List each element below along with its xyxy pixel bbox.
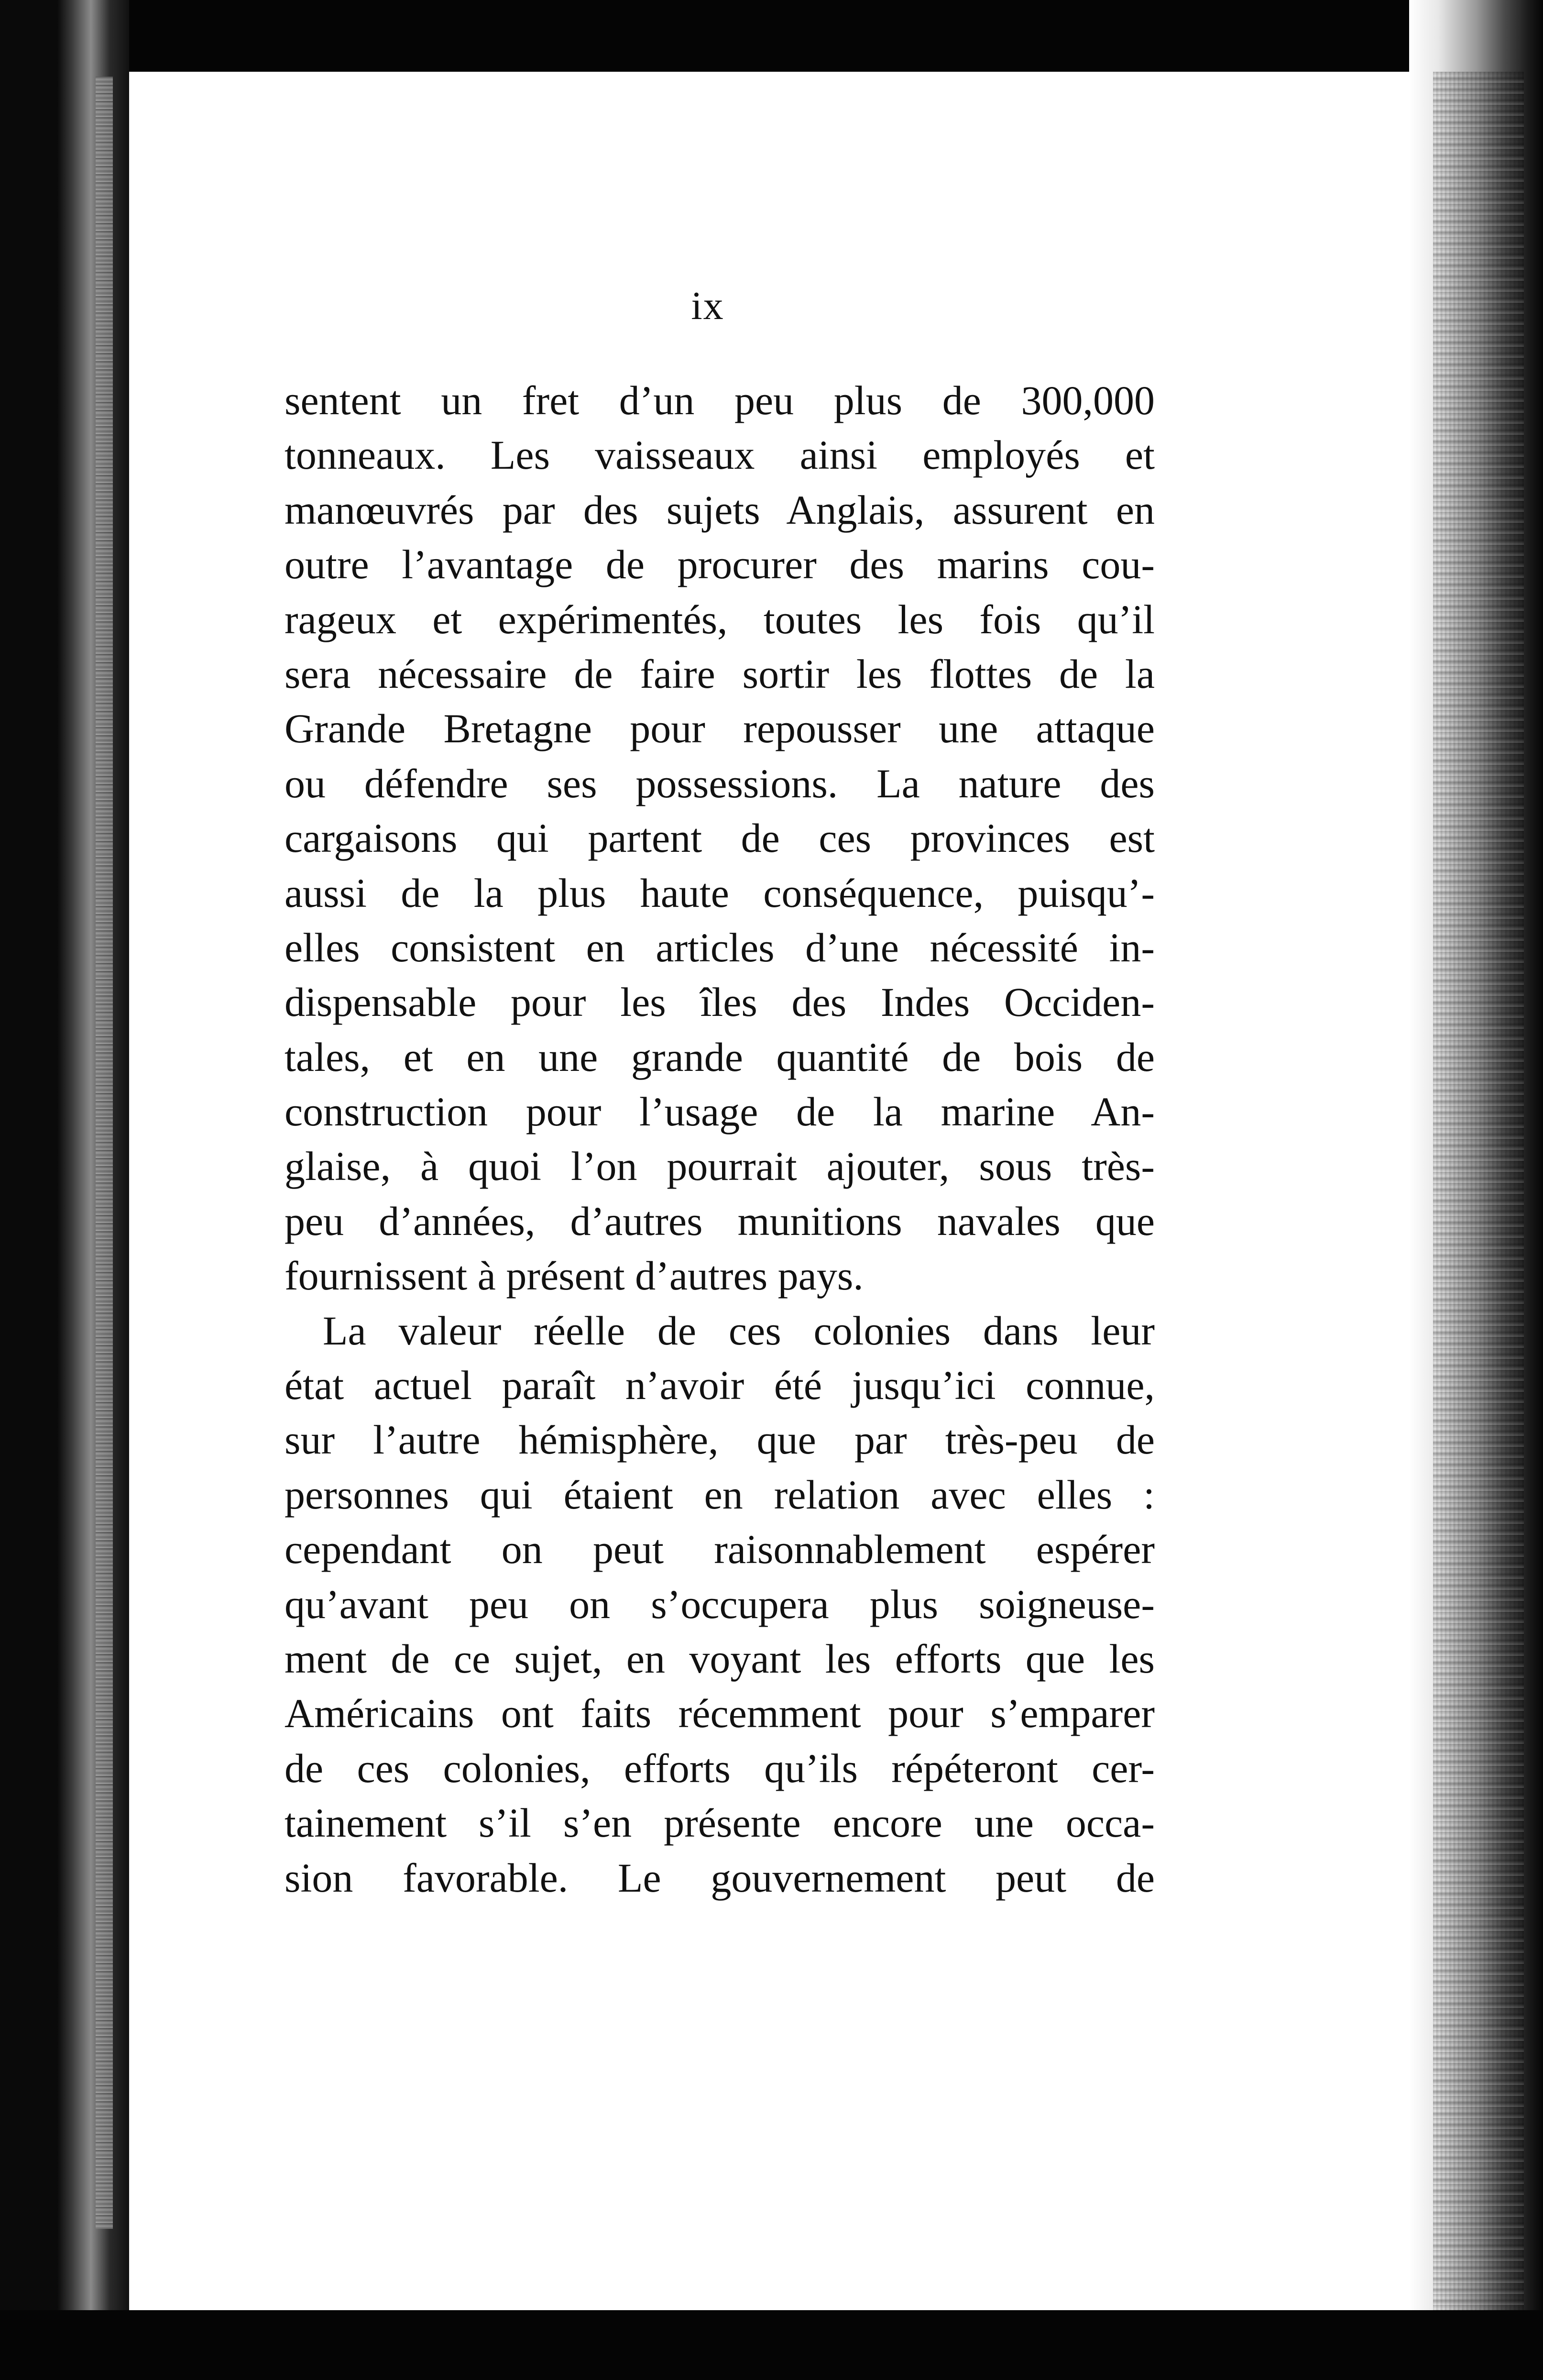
text-line: outre l’avantage de procurer des marins cou- [285,541,1155,588]
page-number: ix [691,284,724,328]
text-line: sentent un fret d’un peu plus de 300,000 [285,377,1155,423]
text-line: glaise, à quoi l’on pourrait ajouter, sous très- [285,1143,1155,1190]
scan-border-top [0,0,1543,72]
text-line: état actuel paraît n’avoir été jusqu’ici connue, [285,1362,1155,1409]
text-line: Grande Bretagne pour repousser une attaque [285,705,1155,752]
text-line: qu’avant peu on s’occupera plus soigneuse- [285,1581,1155,1627]
text-line: Américains ont faits récemment pour s’emparer [285,1690,1155,1737]
spine-texture [96,77,113,2229]
text-line: La valeur réelle de ces colonies dans leur [323,1307,1155,1354]
text-line: tales, et en une grande quantité de bois de [285,1034,1155,1080]
text-line: de ces colonies, efforts qu’ils répéteront cer- [285,1745,1155,1791]
text-line: cependant on peut raisonnablement espérer [285,1526,1155,1573]
text-line: manœuvrés par des sujets Anglais, assurent en [285,486,1155,533]
body-text [285,373,1155,1905]
text-line: dispensable pour les îles des Indes Occiden- [285,979,1155,1025]
text-line: cargaisons qui partent de ces provinces est [285,815,1155,861]
text-line: rageux et expérimentés, toutes les fois qu’il [285,596,1155,642]
text-line: sur l’autre hémisphère, que par très-peu de [285,1417,1155,1463]
text-line: elles consistent en articles d’une nécessité in- [285,924,1155,970]
text-line: tonneaux. Les vaisseaux ainsi employés et [285,432,1155,478]
text-line: fournissent à présent d’autres pays. [285,1253,864,1299]
text-line: peu d’années, d’autres munitions navales que [285,1198,1155,1244]
text-line: tainement s’il s’en présente encore une occa- [285,1800,1155,1846]
text-line: sera nécessaire de faire sortir les flottes de la [285,650,1155,697]
text-line: aussi de la plus haute conséquence, puisqu’- [285,870,1155,916]
text-line: ou défendre ses possessions. La nature des [285,760,1155,806]
text-line: ment de ce sujet, en voyant les efforts que les [285,1635,1155,1682]
page-edge-texture [1433,72,1524,2310]
scan-border-bottom [0,2310,1543,2380]
text-line: sion favorable. Le gouvernement peut de [285,1854,1155,1901]
text-line: personnes qui étaient en relation avec elles : [285,1471,1155,1518]
text-line: construction pour l’usage de la marine An- [285,1089,1155,1135]
